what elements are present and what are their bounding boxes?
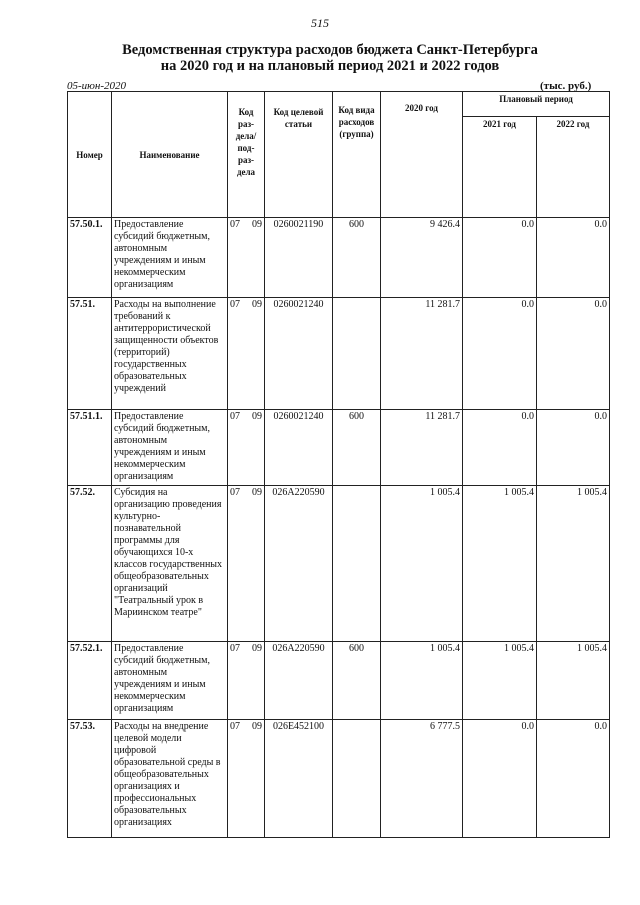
header-2021: 2021 год	[463, 117, 537, 218]
row-subsection: 09	[248, 642, 265, 720]
row-number: 57.50.1.	[68, 218, 112, 298]
row-target: 0260021190	[265, 218, 333, 298]
row-number: 57.51.	[68, 298, 112, 410]
row-target: 026E452100	[265, 720, 333, 838]
row-2021: 0.0	[463, 720, 537, 838]
row-2020: 6 777.5	[381, 720, 463, 838]
row-number: 57.53.	[68, 720, 112, 838]
row-2022: 0.0	[537, 298, 610, 410]
row-kind	[333, 720, 381, 838]
row-2020: 1 005.4	[381, 642, 463, 720]
row-subsection: 09	[248, 720, 265, 838]
header-kind: Код вида расходов (группа)	[333, 92, 381, 218]
row-target: 026A220590	[265, 486, 333, 642]
title-line-1: Ведомственная структура расходов бюджета Санкт-Петербурга	[122, 42, 538, 58]
row-2021: 0.0	[463, 298, 537, 410]
row-2021: 1 005.4	[463, 642, 537, 720]
header-2022: 2022 год	[537, 117, 610, 218]
row-name: Субсидия на организацию проведения культурно-познавательной программы для обучающихся 10-х классов государственных общеобразовательных организаций "Театральный урок в Мариинском театре"	[112, 486, 228, 642]
row-name: Расходы на внедрение целевой модели цифровой образовательной среды в общеобразовательных организациях и профессиональных образовательных организациях	[112, 720, 228, 838]
header-section: Код раз-дела/ под-раз-дела	[228, 92, 265, 218]
row-subsection: 09	[248, 486, 265, 642]
row-2021: 0.0	[463, 410, 537, 486]
row-section: 07	[228, 298, 248, 410]
row-section: 07	[228, 410, 248, 486]
row-kind: 600	[333, 218, 381, 298]
expenditure-table	[67, 91, 610, 838]
row-2020: 11 281.7	[381, 298, 463, 410]
document-date: 05-июн-2020	[67, 80, 127, 92]
row-number: 57.51.1.	[68, 410, 112, 486]
row-subsection: 09	[248, 218, 265, 298]
row-section: 07	[228, 486, 248, 642]
title-line-2: на 2020 год и на плановый период 2021 и 2022 годов	[160, 58, 500, 74]
row-kind	[333, 298, 381, 410]
row-section: 07	[228, 218, 248, 298]
row-2022: 1 005.4	[537, 642, 610, 720]
row-name: Расходы на выполнение требований к антитеррористической защищенности объектов (территорий) государственных образовательных учреждений	[112, 298, 228, 410]
row-2020: 11 281.7	[381, 410, 463, 486]
row-2020: 1 005.4	[381, 486, 463, 642]
header-target: Код целевой статьи	[265, 92, 333, 218]
row-2022: 0.0	[537, 720, 610, 838]
row-subsection: 09	[248, 298, 265, 410]
row-number: 57.52.1.	[68, 642, 112, 720]
row-2022: 0.0	[537, 410, 610, 486]
row-name: Предоставление субсидий бюджетным, автономным учреждениям и иным некоммерческим организациям	[112, 410, 228, 486]
row-section: 07	[228, 642, 248, 720]
row-2020: 9 426.4	[381, 218, 463, 298]
row-target: 0260021240	[265, 410, 333, 486]
header-name: Наименование	[112, 92, 228, 218]
row-section: 07	[228, 720, 248, 838]
header-plan-period: Плановый период	[463, 92, 610, 117]
document-title	[60, 42, 600, 74]
row-2022: 1 005.4	[537, 486, 610, 642]
row-2022: 0.0	[537, 218, 610, 298]
units-label: (тыс. руб.)	[540, 80, 592, 92]
row-name: Предоставление субсидий бюджетным, автономным учреждениям и иным некоммерческим организациям	[112, 218, 228, 298]
row-kind	[333, 486, 381, 642]
row-2021: 1 005.4	[463, 486, 537, 642]
row-target: 026A220590	[265, 642, 333, 720]
row-kind: 600	[333, 410, 381, 486]
header-2020: 2020 год	[381, 92, 463, 218]
row-target: 0260021240	[265, 298, 333, 410]
row-kind: 600	[333, 642, 381, 720]
row-2021: 0.0	[463, 218, 537, 298]
row-subsection: 09	[248, 410, 265, 486]
row-name: Предоставление субсидий бюджетным, автономным учреждениям и иным некоммерческим организациям	[112, 642, 228, 720]
row-number: 57.52.	[68, 486, 112, 642]
page-number: 515	[311, 16, 329, 30]
header-number: Номер	[68, 92, 112, 218]
